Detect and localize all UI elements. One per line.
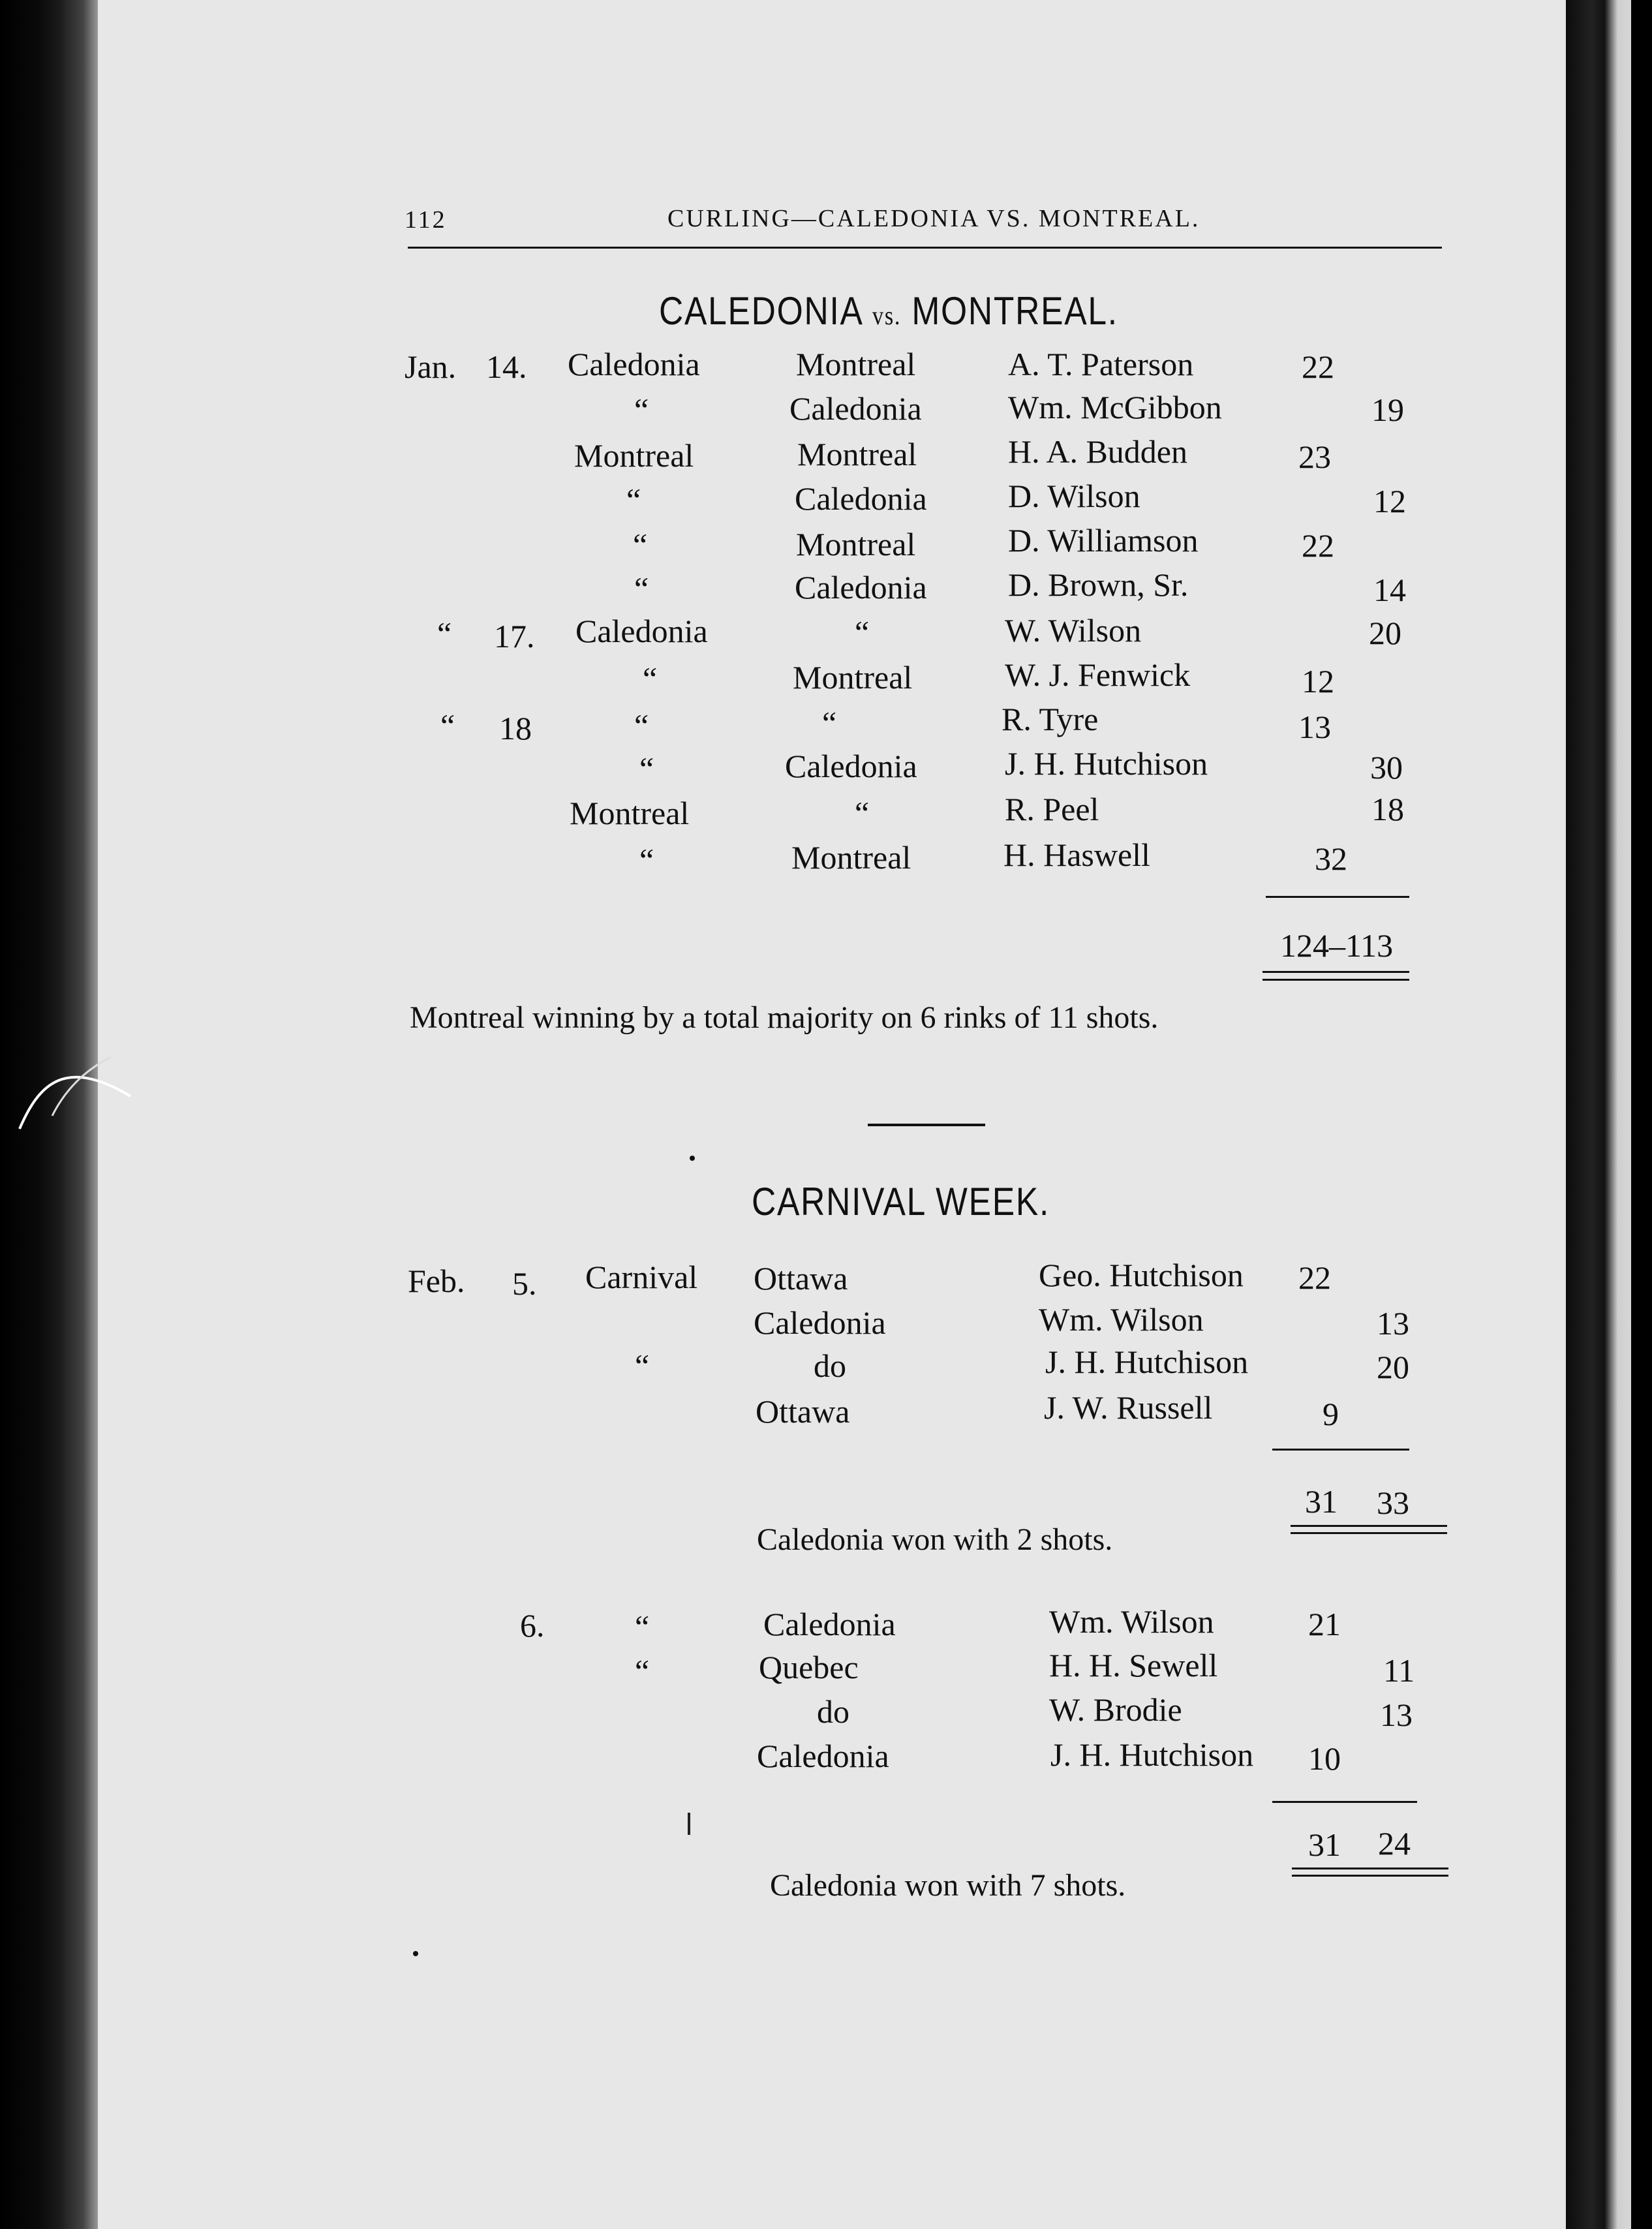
ink-speck — [690, 1156, 695, 1161]
total-double-rule-top — [1262, 971, 1409, 973]
row-event: “ — [635, 1608, 650, 1645]
row-score-b: 11 — [1383, 1652, 1415, 1689]
total-double-rule-bottom — [1262, 979, 1409, 981]
row-ground: Caledonia — [575, 613, 708, 649]
row-score-a: 22 — [1298, 1259, 1331, 1296]
total-score-a: 31 — [1308, 1826, 1341, 1863]
row-club: Caledonia — [785, 748, 917, 784]
row-skip: H. A. Budden — [1008, 433, 1187, 470]
row-skip: Wm. Wilson — [1039, 1301, 1204, 1338]
page-curl-mark — [13, 1018, 144, 1135]
row-club: Ottawa — [754, 1260, 848, 1297]
row-montreal-score: 12 — [1302, 663, 1334, 699]
total-double-rule-top — [1291, 1525, 1447, 1527]
row-skip: W. Wilson — [1005, 612, 1142, 649]
row-score-b: 20 — [1377, 1349, 1409, 1385]
row-ground: “ — [626, 482, 641, 518]
row-skip: D. Wilson — [1008, 478, 1140, 514]
row-caledonia-score: 20 — [1369, 615, 1401, 651]
row-ground: Caledonia — [568, 346, 700, 382]
row-club: Montreal — [793, 659, 913, 696]
row-caledonia-score: 14 — [1373, 572, 1406, 608]
row-skip: R. Tyre — [1002, 701, 1099, 737]
row-skip: Wm. Wilson — [1049, 1603, 1214, 1640]
row-skip: J. H. Hutchison — [1045, 1344, 1249, 1380]
header-rule — [408, 247, 1442, 249]
row-date: Jan. — [405, 348, 457, 385]
total-double-rule-bottom — [1292, 1875, 1448, 1877]
total-rule — [1272, 1801, 1417, 1803]
total-rule — [1266, 896, 1409, 898]
row-date: “ — [437, 615, 452, 652]
row-skip: J. H. Hutchison — [1005, 745, 1208, 782]
row-club: Caledonia — [789, 390, 922, 427]
row-club: Caledonia — [795, 480, 927, 517]
row-club: Caledonia — [757, 1738, 889, 1774]
row-caledonia-score: 30 — [1370, 749, 1403, 786]
page-number: 112 — [405, 206, 447, 234]
row-club: “ — [822, 705, 837, 741]
row-ground: “ — [634, 570, 649, 607]
row-event: Carnival — [585, 1259, 698, 1295]
section-divider — [868, 1124, 985, 1126]
row-ground: “ — [639, 842, 654, 878]
row-skip: H. Haswell — [1003, 837, 1150, 873]
row-ground: “ — [634, 707, 649, 744]
row-day: 17. — [494, 618, 535, 654]
row-event: “ — [635, 1347, 650, 1384]
scan-border-right — [1631, 0, 1652, 2229]
total-score: 124–113 — [1280, 927, 1394, 964]
row-ground: “ — [634, 392, 649, 428]
ink-speck — [413, 1951, 418, 1956]
row-skip: H. H. Sewell — [1049, 1647, 1218, 1683]
row-date: Feb. — [408, 1263, 465, 1299]
total-double-rule-bottom — [1291, 1532, 1447, 1534]
row-skip: J. W. Russell — [1044, 1389, 1213, 1426]
row-skip: Wm. McGibbon — [1008, 389, 1222, 425]
row-montreal-score: 23 — [1298, 438, 1331, 475]
row-montreal-score: 32 — [1315, 840, 1347, 877]
row-caledonia-score: 19 — [1371, 392, 1404, 428]
total-double-rule-top — [1292, 1868, 1448, 1869]
section-title-caledonia-vs-montreal: CALEDONIA vs. MONTREAL. — [659, 289, 1118, 333]
row-event: “ — [635, 1653, 650, 1689]
row-day: 5. — [512, 1265, 537, 1302]
total-rule — [1272, 1449, 1409, 1451]
row-score-a: 21 — [1308, 1606, 1341, 1642]
row-ground: Montreal — [570, 795, 690, 831]
row-montreal-score: 13 — [1298, 709, 1331, 745]
row-club: “ — [855, 614, 870, 651]
row-club: “ — [855, 795, 870, 831]
row-club: do — [814, 1347, 846, 1384]
row-day: 14. — [486, 348, 527, 385]
running-title: CURLING—CALEDONIA VS. MONTREAL. — [667, 205, 1201, 232]
row-club: Montreal — [791, 839, 911, 876]
match-result: Caledonia won with 7 shots. — [770, 1868, 1126, 1903]
row-skip: A. T. Paterson — [1008, 346, 1194, 382]
row-skip: D. Brown, Sr. — [1008, 566, 1189, 603]
row-skip: J. H. Hutchison — [1050, 1736, 1254, 1773]
row-day: 18 — [499, 710, 532, 746]
row-montreal-score: 22 — [1302, 348, 1334, 385]
row-date: “ — [440, 707, 455, 744]
row-club: Montreal — [796, 526, 916, 562]
section-summary: Montreal winning by a total majority on 6 rinks of 11 shots. — [410, 1000, 1159, 1035]
ink-mark — [688, 1813, 690, 1835]
match-result: Caledonia won with 2 shots. — [757, 1522, 1113, 1557]
row-ground: “ — [639, 750, 654, 787]
section-title-carnival-week: CARNIVAL WEEK. — [752, 1180, 1050, 1223]
row-skip: Geo. Hutchison — [1039, 1257, 1244, 1293]
row-score-a: 10 — [1308, 1740, 1341, 1777]
row-score-a: 9 — [1323, 1396, 1339, 1432]
row-club: Montreal — [797, 436, 917, 472]
row-day: 6. — [520, 1607, 545, 1644]
row-club: Caledonia — [754, 1304, 886, 1341]
row-montreal-score: 22 — [1302, 527, 1334, 564]
row-ground: Montreal — [574, 437, 694, 474]
row-skip: R. Peel — [1005, 791, 1099, 827]
row-caledonia-score: 18 — [1371, 791, 1404, 827]
row-club: Caledonia — [763, 1606, 896, 1642]
row-club: Quebec — [759, 1649, 859, 1685]
row-club: Ottawa — [756, 1393, 850, 1430]
row-club: Montreal — [796, 346, 916, 382]
row-score-b: 13 — [1380, 1697, 1413, 1733]
row-club: Caledonia — [795, 569, 927, 606]
row-skip: W. J. Fenwick — [1005, 656, 1191, 693]
row-ground: “ — [633, 527, 648, 563]
total-score-b: 24 — [1378, 1825, 1411, 1862]
row-caledonia-score: 12 — [1373, 483, 1406, 519]
total-score-b: 33 — [1377, 1484, 1409, 1521]
total-score-a: 31 — [1305, 1483, 1338, 1520]
row-skip: D. Williamson — [1008, 522, 1199, 559]
row-club: do — [817, 1693, 849, 1730]
row-ground: “ — [643, 660, 658, 697]
row-skip: W. Brodie — [1049, 1691, 1182, 1728]
row-score-b: 13 — [1377, 1305, 1409, 1342]
